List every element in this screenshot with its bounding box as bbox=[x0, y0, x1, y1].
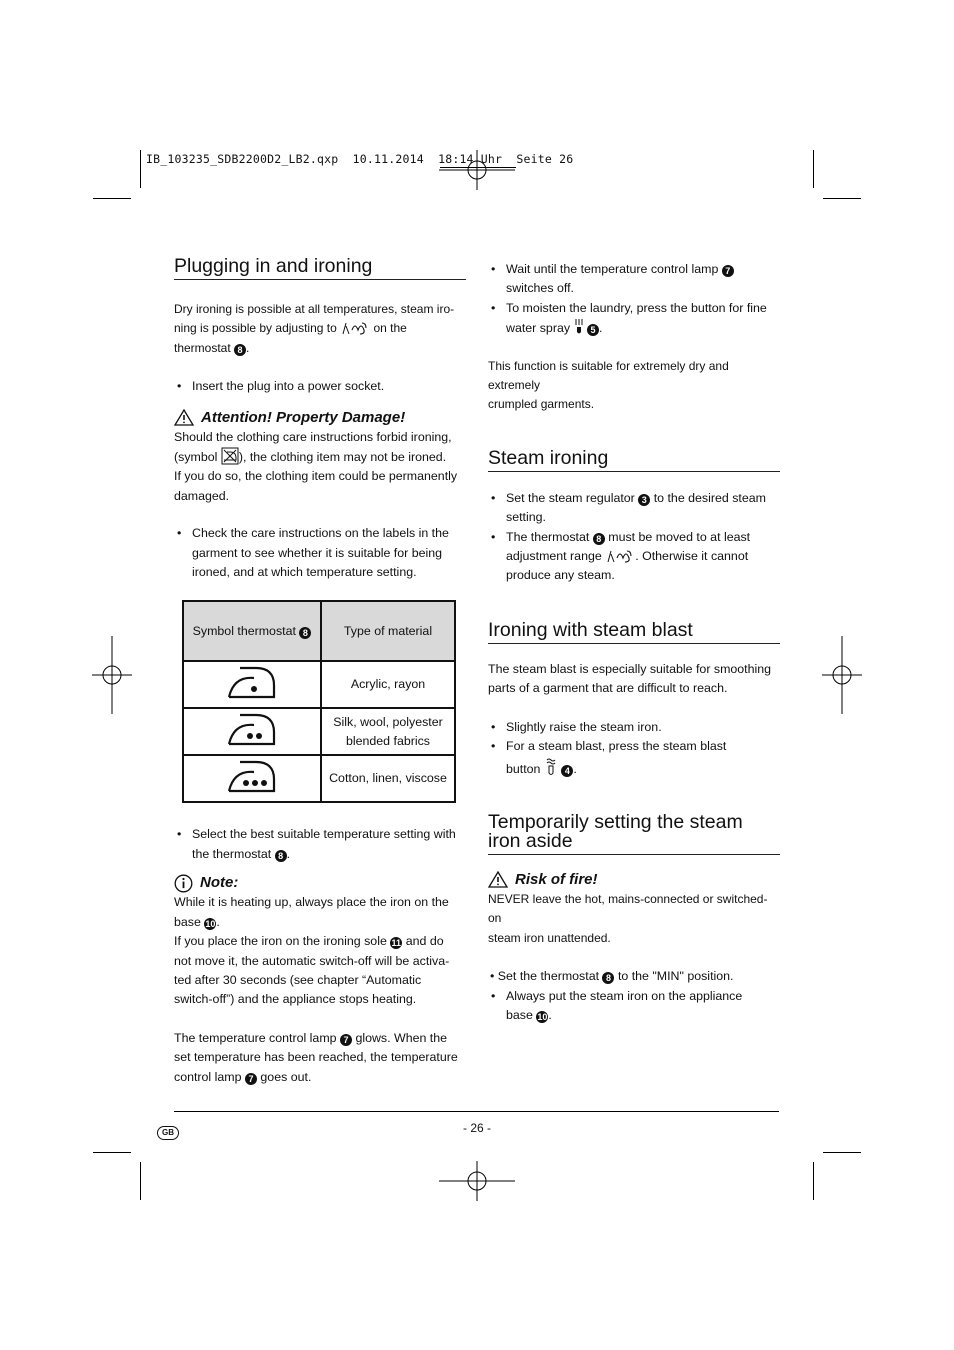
bullet-check-care: • Check the care instructions on the labels in the garment to see whether it is suitable for being ironed, and at which temperature setting. bbox=[174, 524, 466, 582]
info-icon bbox=[174, 874, 193, 893]
text-function-suitable: This function is suitable for extremely dry and extremely crumpled garments. bbox=[488, 358, 729, 412]
heading-plugging-in: Plugging in and ironing bbox=[174, 256, 466, 280]
part-number-badge: 8 bbox=[234, 344, 246, 356]
heading-setting-aside: Temporarily setting the steam iron aside bbox=[488, 813, 780, 855]
material-cell: Silk, wool, polyester blended fabrics bbox=[321, 708, 455, 755]
part-number-badge: 8 bbox=[275, 850, 287, 862]
steam-blast-icon bbox=[544, 757, 558, 777]
crop-mark bbox=[823, 198, 861, 199]
part-number-badge: 5 bbox=[587, 324, 599, 336]
heading-steam-ironing: Steam ironing bbox=[488, 448, 780, 472]
heading-steam-blast: Ironing with steam blast bbox=[488, 620, 780, 644]
water-spray-icon bbox=[574, 318, 584, 336]
steam-range-icon bbox=[605, 548, 635, 564]
bullet-set-min: • Set the thermostat 8 to the "MIN" position. bbox=[490, 969, 734, 984]
bullet-moisten: • To moisten the laundry, press the button for fine water spray 5 . bbox=[488, 299, 780, 339]
text-dry: Dry ironing is possible at all temperatures, steam iro- ning is possible by adjusting to on the thermostat 8 . bbox=[174, 302, 455, 355]
registration-mark-right bbox=[822, 636, 862, 714]
bullet-appliance-base: • Always put the steam iron on the appliance base 10. bbox=[488, 987, 780, 1026]
no-ironing-symbol-icon bbox=[221, 447, 239, 465]
bullet-steam-blast-button: • For a steam blast, press the steam blast button 4 . bbox=[488, 737, 780, 779]
crop-mark bbox=[140, 150, 141, 188]
thermostat-cell bbox=[183, 755, 321, 802]
slug-underline bbox=[440, 167, 516, 168]
page-number: - 26 - bbox=[462, 1121, 491, 1135]
text-temperature-lamp: The temperature control lamp 7 glows. When the set temperature has been reached, the temperature control lamp 7 goes out. bbox=[174, 1030, 458, 1084]
bullet-steam-thermostat: • The thermostat 8 must be moved to at least adjustment range . Otherwise it cannot produce any steam. bbox=[488, 528, 780, 586]
crop-mark bbox=[813, 1162, 814, 1200]
part-number-badge: 8 bbox=[593, 533, 605, 545]
part-number-badge: 7 bbox=[340, 1034, 352, 1046]
bullet-wait: • Wait until the temperature control lamp 7 switches off. bbox=[488, 260, 780, 299]
left-column bbox=[174, 256, 466, 1087]
thermostat-cell bbox=[183, 708, 321, 755]
iron-three-dots-icon bbox=[226, 758, 278, 794]
part-number-badge: 10 bbox=[205, 918, 216, 929]
thermostat-cell bbox=[183, 661, 321, 708]
text-steam-blast: The steam blast is especially suitable for smoothing parts of a garment that are difficult to reach. bbox=[488, 661, 772, 696]
part-number-badge: 8 bbox=[299, 627, 311, 639]
warning-triangle-icon bbox=[174, 409, 194, 426]
crop-mark bbox=[93, 198, 131, 199]
right-column bbox=[488, 260, 780, 1025]
part-number-badge: 11 bbox=[391, 938, 402, 949]
text-risk: NEVER leave the hot, mains-connected or switched-on steam iron unattended. bbox=[488, 891, 768, 945]
language-label: GB bbox=[157, 1126, 179, 1140]
iron-two-dots-icon bbox=[226, 711, 278, 747]
text-note: While it is heating up, always place the iron on the base 10. If you place the iron on the ironing sole 11 and do not move it, the automatic switch-off will be activa- ted after 30 seconds (see chapter “Automatic switch-off”) and the appliance stops heating. bbox=[174, 895, 450, 1007]
warning-triangle-icon bbox=[488, 871, 508, 888]
heading-risk-of-fire: Risk of fire! bbox=[488, 870, 780, 890]
part-number-badge: 7 bbox=[722, 265, 734, 277]
table-header-symbol: Symbol thermostat 8 bbox=[183, 601, 321, 661]
iron-one-dot-icon bbox=[226, 664, 278, 700]
crop-mark bbox=[140, 1162, 141, 1200]
crop-mark bbox=[823, 1152, 861, 1153]
footer-rule bbox=[174, 1111, 779, 1112]
registration-mark-left bbox=[92, 636, 132, 714]
heading-attention: Attention! Property Damage! bbox=[174, 408, 466, 428]
thermostat-table bbox=[182, 600, 456, 803]
text-attention: Should the clothing care instructions forbid ironing, (symbol ), the clothing item may not be ironed. If you do so, the clothing item could be permanently damaged. bbox=[174, 429, 458, 503]
print-slug: IB_103235_SDB2200D2_LB2.qxp 10.11.2014 18:14 Uhr Seite 26 bbox=[146, 152, 574, 166]
part-number-badge: 4 bbox=[561, 765, 573, 777]
registration-mark-bottom bbox=[437, 1161, 517, 1201]
part-number-badge: 8 bbox=[602, 972, 614, 984]
language-badge bbox=[157, 1122, 179, 1140]
bullet-select-setting: • Select the best suitable temperature setting with the thermostat 8 . bbox=[174, 825, 466, 864]
table-header-row bbox=[183, 601, 455, 661]
material-cell: Cotton, linen, viscose bbox=[321, 755, 455, 802]
part-number-badge: 7 bbox=[245, 1073, 257, 1085]
material-cell: Acrylic, rayon bbox=[321, 661, 455, 708]
bullet-steam-regulator: • Set the steam regulator 3 to the desired steam setting. bbox=[488, 489, 780, 528]
part-number-badge: 10 bbox=[537, 1011, 548, 1022]
table-row bbox=[183, 755, 455, 802]
table-row bbox=[183, 661, 455, 708]
part-number-badge: 3 bbox=[638, 494, 650, 506]
heading-note: Note: bbox=[174, 873, 466, 893]
crop-mark bbox=[93, 1152, 131, 1153]
table-row bbox=[183, 708, 455, 755]
steam-range-icon bbox=[340, 320, 370, 336]
crop-mark bbox=[813, 150, 814, 188]
table-header-type: Type of material bbox=[321, 601, 455, 661]
bullet-insert-plug: • Insert the plug into a power socket. bbox=[174, 377, 466, 396]
bullet-raise-iron: • Slightly raise the steam iron. bbox=[488, 718, 780, 737]
